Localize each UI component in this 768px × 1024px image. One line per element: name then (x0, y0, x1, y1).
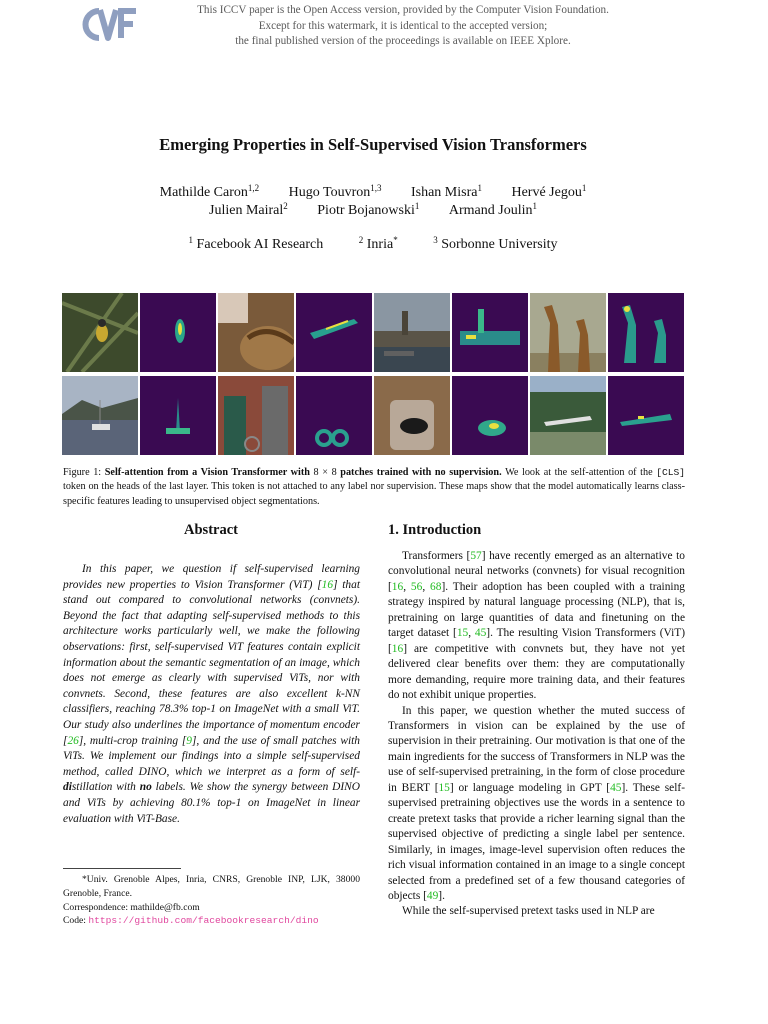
figure-caption: Figure 1: Self-attention from a Vision Transformer with 8 × 8 patches trained with no supervision. We look at the self-attention of the [CLS] token on the heads of the last layer. This token is not attached to any label nor supervision. These maps show that the model automatically learns class-specific features leading to unsupervised object segmentations. (63, 467, 686, 507)
intro-paragraph (388, 704, 685, 905)
citation-link[interactable]: 16 (391, 642, 404, 655)
citation-link[interactable]: 16 (321, 578, 334, 591)
citation-link[interactable]: 16 (391, 580, 404, 593)
attention-map-doorway (296, 376, 372, 455)
watermark-notice (150, 3, 656, 50)
paragraph-text: ] are competitive with convnets but, they have not yet delivered clear benefits over them: they are computationally more demanding, require more training data, and their features do not exhibit unique properties. (388, 642, 685, 702)
paragraph-text: While the self-supervised pretext tasks used in NLP are (402, 905, 655, 918)
watermark-line: This ICCV paper is the Open Access version, provided by the Computer Vision Foundation. (197, 4, 609, 16)
paragraph-text: , (422, 580, 431, 593)
photo-bird (62, 293, 138, 372)
citation-link[interactable]: 26 (67, 734, 79, 747)
attention-map-bird (140, 293, 216, 372)
photo-airplane (530, 376, 606, 455)
citation-link[interactable]: 57 (470, 550, 482, 562)
code-link[interactable]: https://github.com/facebookresearch/dino (88, 915, 319, 927)
citation-link[interactable]: 9 (186, 734, 192, 747)
author: Armand Joulin$^1$ (448, 201, 537, 218)
cls-token: [CLS] (656, 467, 686, 478)
paragraph-text: ]. (438, 889, 445, 902)
attention-map-dog-on-chair (452, 376, 528, 455)
paper-title: Emerging Properties in Self-Supervised Vision Transformers (159, 135, 587, 154)
citation-link[interactable]: 56 (410, 580, 423, 593)
attention-map-airplane (608, 376, 684, 455)
paragraph-text: ]. The resulting Vision Transformers (ViT) [ (388, 627, 685, 655)
paragraph-text: ]. These self-supervised pretraining objectives use the words in a sentence to create pretext tasks that provide a richer learning signal than the supervised objective of predicting a single label per sentence. Similarly, in images, image-level supervision often reduces the rich visual information contained in an image to a single concept selected from a predefined set of a few thousand categories of objects [ (388, 781, 685, 902)
paragraph-text: Transformers [ (402, 550, 471, 562)
affiliation-footnote: *Univ. Grenoble Alpes, Inria, CNRS, Grenoble INP, LJK, 38000 Grenoble, France. (63, 874, 360, 899)
author: Ishan Misra$^1$ (410, 183, 482, 200)
attention-map-giraffes (608, 293, 684, 372)
photo-city (374, 293, 450, 372)
author: Hugo Touvron$^{1,3}$ (288, 183, 382, 200)
affiliation: $^3$ Sorbonne University (433, 235, 558, 252)
footnotes (63, 873, 360, 928)
intro-paragraph (388, 549, 685, 704)
watermark-line: Except for this watermark, it is identical to the accepted version; (258, 19, 548, 32)
introduction-heading: 1. Introduction (388, 522, 482, 538)
author: Piotr Bojanowski$^1$ (317, 201, 420, 218)
paragraph-text: ] or language modeling in GPT [ (449, 781, 611, 794)
citation-link[interactable]: 68 (430, 580, 442, 593)
correspondence-footnote: Correspondence: mathilde@fb.com (63, 901, 200, 913)
photo-dog-on-chair (374, 376, 450, 455)
author-row (0, 184, 746, 202)
citation-link[interactable]: 45 (610, 781, 622, 794)
introduction-body (388, 549, 685, 920)
photo-doorway (218, 376, 294, 455)
citation-link[interactable]: 45 (474, 627, 487, 640)
author: Mathilde Caron$^{1,2}$ (159, 183, 260, 200)
footnote-divider (63, 868, 181, 869)
author: Hervé Jegou$^1$ (511, 183, 587, 200)
affiliation: $^2$ Inria* (358, 235, 398, 252)
affiliation-list (0, 237, 746, 253)
abstract-body: In this paper, we question if self-supervised learning provides new properties to Vision Transformer (ViT) [16] that stand out compared to convolutional networks (convnets). Beyond the fact that adapting self-supervised methods to this architecture works particularly well, we make the following observations: first, self-supervised ViT features contain explicit information about the semantic segmentation of an image, which does not emerge as clearly with supervised ViTs, nor with convnets. Second, these features are also excellent k-NN classifiers, reaching 78.3% top-1 on ImageNet with a small ViT. Our study also underlines the importance of momentum encoder [26], multi-crop training [9], and the use of small patches with ViTs. We implement our findings into a simple self-supervised method, called DINO, which we interpret as a form of self-distillation with no labels. We show the synergy between DINO and ViTs by achieving 80.1% top-1 on ImageNet in linear evaluation with ViT-Base. (63, 563, 360, 825)
attention-map-city (452, 293, 528, 372)
affiliation: $^1$ Facebook AI Research (188, 235, 324, 252)
photo-giraffes (530, 293, 606, 372)
citation-link[interactable]: 15 (438, 781, 450, 794)
watermark-line: the final published version of the proceedings is available on IEEE Xplore. (235, 35, 571, 47)
author-list (0, 184, 746, 220)
cvf-logo (82, 6, 138, 44)
intro-paragraph (388, 904, 685, 919)
attention-map-basket (296, 293, 372, 372)
author: Julien Mairal$^2$ (209, 201, 288, 218)
author-row (0, 202, 746, 220)
teaser-figure (62, 293, 684, 455)
citation-link[interactable]: 49 (426, 889, 439, 902)
photo-basket (218, 293, 294, 372)
paragraph-text: , (403, 580, 411, 593)
code-footnote: Code: https://github.com/facebookresearch/dino (63, 915, 319, 927)
paragraph-text: ]. Their adoption has been coupled with a training strategy inspired by natural language processing (NLP), that is, pretraining on large quantities of data and finetuning on the target dataset [ (388, 580, 685, 640)
photo-sailboat (62, 376, 138, 455)
paragraph-text: ] have recently emerged as an alternative to convolutional neural networks (convnets) for visual recognition [ (388, 550, 685, 593)
attention-map-sailboat (140, 376, 216, 455)
abstract-heading: Abstract (184, 522, 238, 538)
paragraph-text: In this paper, we question whether the muted success of Transformers in vision can be explained by the use of supervision in their pretraining. Our motivation is that one of the main ingredients for the success of Transformers in NLP was the use of self-supervised pretraining, in the form of close procedure in BERT [ (388, 704, 685, 794)
citation-link[interactable]: 15 (456, 627, 469, 640)
paragraph-text: , (468, 627, 475, 640)
